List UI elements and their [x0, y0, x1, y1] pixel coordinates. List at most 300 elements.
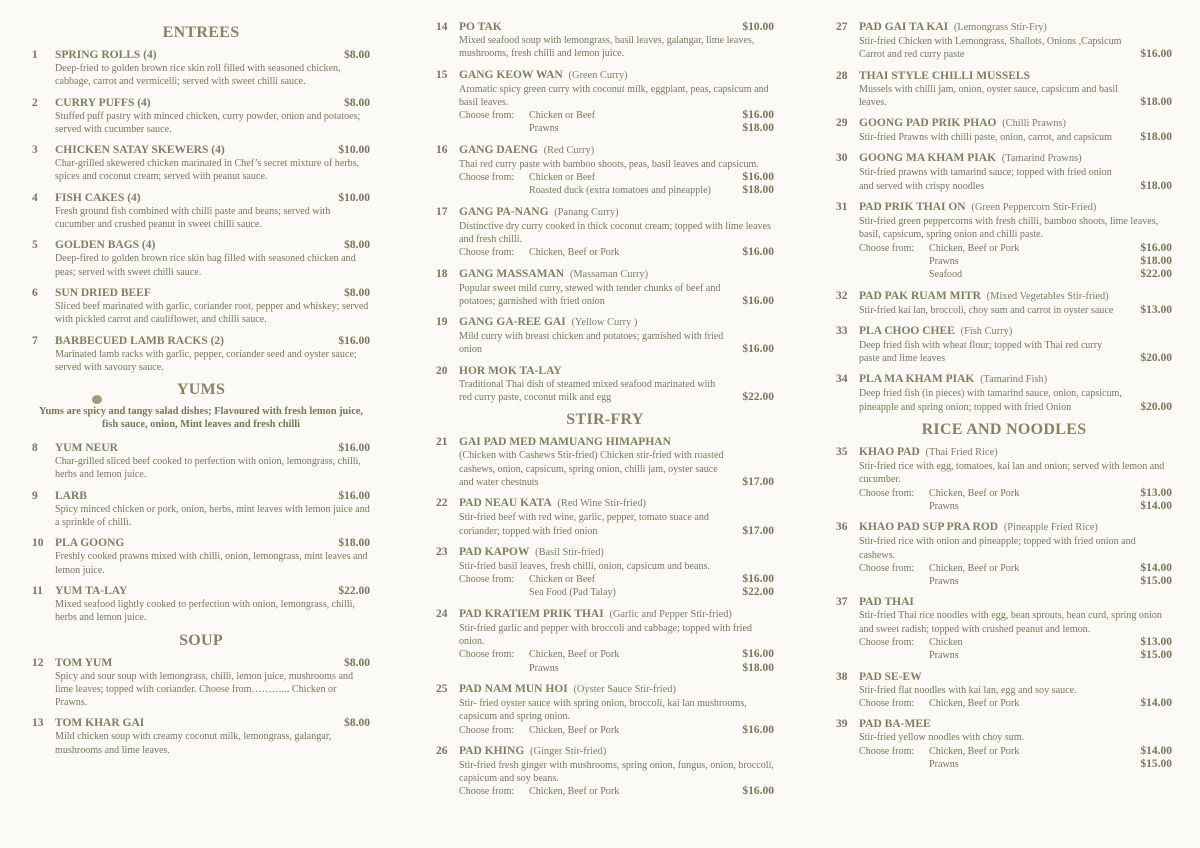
item-name	[55, 584, 322, 598]
menu-item	[836, 520, 1172, 588]
option-label	[859, 649, 929, 662]
item-option	[859, 745, 1172, 758]
option-text: Chicken, Beef or Pork	[529, 724, 620, 736]
option-label: Choose from:	[859, 637, 915, 649]
menu-item-header	[436, 496, 774, 511]
item-price: $20.00	[1140, 352, 1172, 365]
menu-item-header	[32, 143, 370, 157]
item-description: Char-grilled sliced beef cooked to perfection with onion, lemongrass, chilli, herbs and lemon juice.	[55, 456, 361, 481]
item-description-row	[859, 387, 1172, 414]
menu-item	[32, 716, 370, 757]
menu-item	[32, 584, 370, 625]
menu-item-header	[32, 656, 370, 670]
item-name-text: THAI STYLE CHILLI MUSSELS	[859, 69, 1030, 82]
option-text: Prawns	[929, 255, 959, 267]
option-label: Choose from:	[459, 786, 515, 798]
option-text: Prawns	[529, 123, 559, 135]
item-name-text: KHAO PAD SUP PRA ROD	[859, 521, 999, 534]
item-name-text: YUM NEUR	[55, 442, 118, 455]
menu-item-header	[836, 717, 1172, 731]
option-price: $16.00	[742, 573, 774, 586]
option-label: Choose from:	[459, 724, 515, 736]
item-description: Mild chicken soup with creamy coconut milk, lemongrass, galangar, mushrooms and lime leaves.	[55, 731, 332, 756]
section-intro: Yums are spicy and tangy salad dishes; Flavoured with fresh lemon juice, fish sauce, onion, Mint leaves and fresh chilli	[38, 406, 364, 431]
item-name	[55, 489, 322, 503]
item-name-text: GOONG PAD PRIK PHAO	[859, 117, 997, 130]
item-subtitle: (Ginger Stir-fried)	[530, 745, 607, 757]
menu-item	[32, 191, 370, 232]
item-number: 18	[436, 267, 448, 280]
item-name	[859, 289, 1172, 304]
item-name-text: GOLDEN BAGS (4)	[55, 239, 156, 252]
item-subtitle: (Fish Curry)	[960, 325, 1013, 337]
item-name	[55, 286, 322, 300]
item-name-text: GANG MASSAMAN	[459, 267, 565, 280]
item-name	[859, 20, 1172, 35]
option-price: $16.00	[742, 723, 774, 736]
item-number: 13	[32, 717, 44, 730]
menu-item-header	[836, 200, 1172, 215]
item-description-row	[459, 449, 774, 489]
item-number: 39	[836, 718, 848, 731]
section-heading: ENTREES	[162, 24, 240, 41]
menu-item	[32, 96, 370, 137]
item-number: 37	[836, 596, 848, 609]
item-number: 15	[436, 68, 448, 81]
item-number: 11	[32, 584, 43, 597]
menu-item-header	[436, 607, 774, 622]
item-name-text: PLA MA KHAM PIAK	[859, 373, 975, 386]
item-description-row	[859, 83, 1172, 110]
menu-item-header	[32, 191, 370, 205]
item-name	[459, 20, 726, 34]
item-description: Deep-fried to golden brown rice skin roll filled with seasoned chicken, cabbage, carrot and vermicelli; served with sweet chilli sauce.	[55, 63, 341, 88]
option-text: Chicken, Beef or Pork	[929, 697, 1020, 709]
item-description: Stir-fried Chicken with Lemongrass, Shallots, Onions ,Capsicum Carrot and red curry paste	[859, 36, 1122, 61]
menu-item	[836, 116, 1172, 144]
menu-item	[836, 151, 1172, 193]
item-description: Stir-fried fresh ginger with mushrooms, spring onion, fungus, onion, broccoli, capsicum and soy beans.	[459, 759, 774, 785]
option-text: Chicken, Beef or Pork	[929, 242, 1020, 254]
item-option	[859, 697, 1172, 710]
item-description: Aromatic spicy green curry with coconut milk, eggplant, peas, capsicum and basil leaves.	[459, 83, 769, 108]
menu-item	[836, 200, 1172, 281]
item-subtitle: (Basil Stir-fried)	[535, 546, 604, 558]
item-price: $10.00	[742, 21, 774, 33]
item-description: Char-grilled skewered chicken marinated in Chef’s secret mixture of herbs, spices and coconut cream; served with peanut sauce.	[55, 158, 360, 183]
option-text: Prawns	[929, 650, 959, 662]
item-option	[459, 648, 774, 661]
item-description-row	[459, 511, 774, 538]
option-price: $18.00	[1140, 254, 1172, 267]
item-name-text: GANG PA-NANG	[459, 205, 549, 218]
menu-item-header	[836, 289, 1172, 304]
option-text: Chicken or Beef	[529, 172, 596, 184]
item-number: 24	[436, 607, 448, 620]
item-name-text: GOONG MA KHAM PIAK	[859, 152, 997, 165]
item-description: Stir-fried green peppercorns with fresh chilli, bamboo shoots, lime leaves, basil, capsicum, spring onion and chilli paste.	[859, 216, 1159, 241]
item-name	[55, 238, 322, 252]
item-number: 19	[436, 316, 448, 329]
item-description: Freshly cooked prawns mixed with chilli, onion, lemongrass, mint leaves and lemon juice.	[55, 551, 368, 576]
item-name	[859, 520, 1172, 535]
item-name	[859, 445, 1172, 460]
menu-item-header	[436, 744, 774, 759]
item-name	[859, 595, 1172, 609]
item-name-text: PLA GOONG	[55, 537, 125, 550]
menu-item-header	[836, 69, 1172, 83]
option-price: $16.00	[742, 785, 774, 798]
item-number: 12	[32, 656, 44, 669]
item-description: (Chicken with Cashews Stir-fried) Chicken stir-fried with roasted cashews, onion, capsicum, spring onion, chilli jam, oyster sauce and water chestnuts	[459, 450, 724, 488]
item-description: Fresh ground fish combined with chilli paste and beans; served with cucumber and crushed peanut in sweet chilli sauce.	[55, 205, 331, 231]
option-price: $16.00	[1140, 241, 1172, 254]
item-name-text: TOM KHAR GAI	[55, 717, 145, 730]
item-description: Deep fried fish (in pieces) with tamarind sauce, onion, capsicum, pineapple and spring onion; topped with fried Onion	[859, 388, 1122, 413]
item-price: $16.00	[338, 334, 370, 347]
item-name	[459, 496, 774, 511]
item-name	[459, 315, 774, 330]
item-number: 30	[836, 152, 848, 165]
stain-mark	[92, 395, 102, 404]
item-price: $22.00	[338, 584, 370, 597]
item-name	[55, 441, 322, 455]
item-subtitle: (Massaman Curry)	[569, 268, 649, 280]
item-option	[459, 573, 774, 586]
item-name-text: PAD GAI TA KAI	[859, 21, 949, 33]
menu-item	[836, 595, 1172, 662]
menu-item-header	[436, 545, 774, 560]
menu-item	[836, 445, 1172, 513]
option-text: Prawns	[929, 576, 959, 588]
option-price: $14.00	[1140, 561, 1172, 574]
item-name-text: SUN DRIED BEEF	[55, 286, 151, 299]
item-subtitle: (Panang Curry)	[554, 206, 619, 218]
option-label	[459, 586, 529, 599]
item-name-text: PAD NAM MUN HOI	[459, 682, 568, 695]
menu-item-header	[32, 489, 370, 503]
item-number: 4	[32, 191, 38, 204]
option-text: Roasted duck (extra tomatoes and pineapple)	[529, 185, 711, 197]
menu-column-1	[32, 20, 370, 764]
menu-item	[836, 324, 1172, 366]
item-name-text: KHAO PAD	[859, 446, 920, 459]
option-price: $16.00	[742, 246, 774, 259]
item-description: Sliced beef marinated with garlic, coriander root, pepper and whiskey; served with pickled carrot and cauliflower, and chilli sauce.	[55, 300, 369, 326]
menu-item-header	[32, 96, 370, 110]
menu-item-header	[32, 238, 370, 252]
item-price: $8.00	[344, 49, 370, 61]
item-description-row	[459, 282, 774, 309]
item-number: 21	[436, 436, 448, 449]
item-name-text: GANG GA-REE GAI	[459, 316, 566, 329]
option-price: $22.00	[742, 586, 774, 599]
item-subtitle: (Oyster Sauce Stir-fried)	[573, 683, 676, 695]
option-label	[459, 122, 529, 135]
item-description: Mixed seafood soup with lemongrass, basil leaves, galangar, lime leaves, mushrooms, fresh chilli and lemon juice.	[459, 35, 755, 60]
item-description: Mussels with chilli jam, onion, oyster sauce, capsicum and basil leaves.	[859, 83, 1119, 108]
option-label: Choose from:	[459, 110, 515, 122]
item-option	[459, 171, 774, 184]
item-number: 25	[436, 682, 448, 695]
menu-item	[836, 372, 1172, 414]
item-name-text: GAI PAD MED MAMUANG HIMAPHAN	[459, 436, 671, 449]
item-name	[55, 656, 322, 670]
item-number: 36	[836, 521, 848, 534]
item-name-text: CURRY PUFFS (4)	[55, 96, 151, 109]
item-name	[859, 200, 1172, 215]
item-name-text: GANG DAENG	[459, 143, 538, 156]
item-name	[459, 143, 774, 158]
item-name-text: PAD KAPOW	[459, 545, 530, 558]
item-price: $10.00	[338, 144, 370, 157]
option-price: $18.00	[742, 122, 774, 135]
item-number: 7	[32, 334, 38, 347]
menu-item	[436, 205, 774, 260]
option-price: $18.00	[742, 661, 774, 674]
item-name	[459, 205, 774, 220]
item-description-row	[859, 35, 1172, 62]
item-subtitle: (Pineapple Fried Rice)	[1003, 522, 1098, 534]
item-option	[859, 758, 1172, 771]
option-text: Chicken, Beef or Pork	[529, 649, 620, 661]
menu-item	[436, 545, 774, 600]
option-text: Chicken, Beef or Pork	[529, 247, 620, 259]
item-subtitle: (Tamarind Fish)	[980, 374, 1048, 386]
item-number: 34	[836, 373, 848, 386]
item-price: $16.00	[1140, 48, 1172, 61]
item-name	[459, 682, 774, 697]
item-name-text: CHICKEN SATAY SKEWERS (4)	[55, 144, 225, 157]
option-text: Chicken or Beef	[529, 574, 596, 586]
item-description-row	[859, 131, 1172, 144]
item-price: $8.00	[344, 239, 370, 252]
menu-item	[436, 20, 774, 61]
menu-item	[436, 435, 774, 489]
item-subtitle: (Garlic and Pepper Stir-fried)	[609, 608, 732, 620]
item-number: 28	[836, 69, 848, 82]
item-description: Stir-fried yellow noodles with choy sum.	[859, 732, 1025, 744]
item-option	[459, 662, 774, 675]
item-name	[859, 116, 1172, 131]
item-description: Stir-fried flat noodles with kai lan, egg and soy sauce.	[859, 684, 1077, 696]
item-subtitle: (Red Curry)	[543, 144, 595, 156]
section-heading: STIR-FRY	[566, 411, 644, 429]
item-number: 27	[836, 21, 848, 33]
option-label: Choose from:	[859, 562, 915, 574]
item-description: Popular sweet mild curry, stewed with tender chunks of beef and potatoes; garnished with fried onion	[459, 282, 721, 307]
option-price: $13.00	[1140, 636, 1172, 649]
item-price: $16.00	[338, 442, 370, 455]
option-label: Choose from:	[859, 745, 915, 757]
section-heading: RICE AND NOODLES	[921, 421, 1087, 439]
item-name	[859, 324, 1172, 339]
option-text: Seafood	[929, 269, 963, 281]
option-text: Chicken	[929, 637, 963, 649]
menu-item-header	[836, 595, 1172, 609]
item-price: $17.00	[742, 475, 774, 488]
menu-item-header	[436, 267, 774, 282]
item-subtitle: (Mixed Vegetables Stir-fried)	[986, 290, 1109, 302]
menu-item	[436, 364, 774, 405]
menu-item-header	[836, 324, 1172, 339]
menu-item	[836, 69, 1172, 110]
menu-item	[32, 143, 370, 184]
item-name-text: LARB	[55, 489, 87, 502]
item-description: Stir-fried beef with red wine, garlic, pepper, tomato suace and coriander; topped with fried onion	[459, 512, 709, 537]
item-description: Stir-fried rice with onion and pineapple; topped with fried onion and cashews.	[859, 536, 1136, 561]
item-option	[459, 586, 774, 599]
item-subtitle: (Thai Fried Rice)	[925, 447, 998, 459]
item-option	[459, 122, 774, 135]
option-price: $16.00	[742, 648, 774, 661]
item-description: Stir-fried Prawns with chilli paste, onion, carrot, and capsicum	[859, 132, 1112, 144]
item-price: $18.00	[338, 537, 370, 550]
option-price: $22.00	[1140, 268, 1172, 281]
menu-item	[32, 656, 370, 710]
item-name-text: HOR MOK TA-LAY	[459, 364, 562, 377]
option-price: $14.00	[1140, 744, 1172, 757]
item-number: 31	[836, 201, 848, 214]
menu-item	[836, 289, 1172, 317]
item-description: Stir-fried kai lan, broccoli, choy sum and carrot in oyster sauce	[859, 304, 1114, 316]
item-option	[459, 109, 774, 122]
item-option	[459, 184, 774, 197]
item-description: Distinctive dry curry cooked in thick coconut cream; topped with lime leaves and fresh chilli.	[459, 220, 771, 245]
option-price: $16.00	[742, 171, 774, 184]
item-name	[459, 68, 774, 83]
item-option	[459, 724, 774, 737]
item-subtitle: (Lemongrass Stir-Fry)	[953, 22, 1047, 33]
option-label	[459, 184, 529, 197]
menu-column-2	[436, 20, 774, 806]
option-text: Chicken, Beef or Pork	[929, 562, 1020, 574]
menu-item	[436, 267, 774, 309]
option-label: Choose from:	[859, 697, 915, 709]
option-label	[859, 268, 929, 281]
item-option	[859, 649, 1172, 662]
option-label	[459, 662, 529, 675]
option-price: $13.00	[1140, 486, 1172, 499]
menu-item	[836, 20, 1172, 62]
section-heading: YUMS	[176, 381, 226, 399]
item-number: 3	[32, 144, 38, 157]
menu-item	[32, 238, 370, 279]
item-description: Stir-fried prawns with tamarind sauce; topped with fried onion and served with crispy noodles	[859, 167, 1112, 192]
menu-item-header	[32, 334, 370, 348]
menu-item-header	[436, 682, 774, 697]
item-name	[459, 267, 774, 282]
item-price: $8.00	[344, 286, 370, 299]
item-option	[859, 562, 1172, 575]
item-number: 26	[436, 744, 448, 757]
item-description-row	[459, 378, 774, 405]
option-text: Sea Food (Pad Talay)	[529, 587, 616, 599]
item-option	[859, 268, 1172, 281]
item-name	[859, 717, 1172, 731]
item-name-text: PAD KRATIEM PRIK THAI	[459, 607, 604, 620]
option-text: Chicken, Beef or Pork	[929, 487, 1020, 499]
menu-column-3	[836, 20, 1172, 778]
item-description: Stir-fried garlic and pepper with broccoli and cabbage; topped with fried onion.	[459, 622, 752, 648]
item-number: 22	[436, 497, 448, 510]
item-name-text: PLA CHOO CHEE	[859, 324, 955, 337]
section-heading: SOUP	[179, 631, 223, 649]
menu-item	[436, 682, 774, 737]
menu-item-header	[436, 143, 774, 158]
menu-item	[436, 496, 774, 538]
item-name	[459, 744, 774, 759]
menu-item	[436, 143, 774, 198]
item-price: $16.00	[338, 489, 370, 502]
item-option	[859, 255, 1172, 268]
item-name-text: YUM TA-LAY	[55, 584, 128, 597]
item-description: Traditional Thai dish of steamed mixed seafood marinated with red curry paste, coconut milk and egg	[459, 378, 716, 404]
menu-item-header	[436, 315, 774, 330]
option-label	[859, 575, 929, 588]
item-number: 33	[836, 324, 848, 337]
item-description: Mixed seafood lightly cooked to perfection with onion, lemongrass, chilli, herbs and lemon juice.	[55, 598, 355, 624]
item-name-text: PAD SE-EW	[859, 670, 922, 683]
option-text: Chicken, Beef or Pork	[529, 786, 620, 798]
item-price: $8.00	[344, 656, 370, 669]
item-option	[459, 246, 774, 259]
menu-item	[436, 744, 774, 799]
item-name	[459, 435, 774, 449]
menu-item-header	[836, 372, 1172, 387]
item-number: 16	[436, 143, 448, 156]
item-subtitle: (Green Curry)	[568, 69, 628, 81]
item-name-text: GANG KEOW WAN	[459, 68, 563, 81]
menu-item-header	[436, 205, 774, 220]
item-subtitle: (Red Wine Stir-fried)	[557, 498, 647, 510]
item-name	[55, 334, 322, 348]
item-option	[859, 575, 1172, 588]
item-description: Stir-fried basil leaves, fresh chilli, onion, capsicum and beans.	[459, 560, 710, 572]
menu-item-header	[836, 520, 1172, 535]
menu-item-header	[32, 441, 370, 455]
menu-item	[32, 489, 370, 530]
item-name	[859, 670, 1172, 684]
menu-item	[32, 536, 370, 577]
item-name	[459, 364, 774, 378]
option-label: Choose from:	[859, 487, 915, 499]
item-option	[459, 785, 774, 798]
item-option	[859, 487, 1172, 500]
menu-item-header	[836, 445, 1172, 460]
item-number: 5	[32, 239, 38, 252]
option-price: $18.00	[742, 184, 774, 197]
option-price: $15.00	[1140, 649, 1172, 662]
option-text: Prawns	[529, 662, 559, 674]
item-price: $18.00	[1140, 179, 1172, 192]
item-name	[859, 151, 1172, 166]
item-number: 38	[836, 670, 848, 683]
option-text: Prawns	[929, 758, 959, 770]
option-label	[859, 255, 929, 268]
item-price: $17.00	[742, 524, 774, 537]
item-name-text: BARBECUED LAMB RACKS (2)	[55, 334, 224, 347]
item-name	[55, 143, 322, 157]
item-name	[55, 716, 322, 730]
item-description-row	[859, 339, 1172, 366]
item-number: 32	[836, 289, 848, 302]
item-price: $16.00	[742, 343, 774, 356]
option-text: Chicken or Beef	[529, 110, 596, 122]
item-name-text: PAD THAI	[859, 596, 914, 609]
item-name-text: TOM YUM	[55, 656, 113, 669]
item-number: 10	[32, 537, 44, 550]
